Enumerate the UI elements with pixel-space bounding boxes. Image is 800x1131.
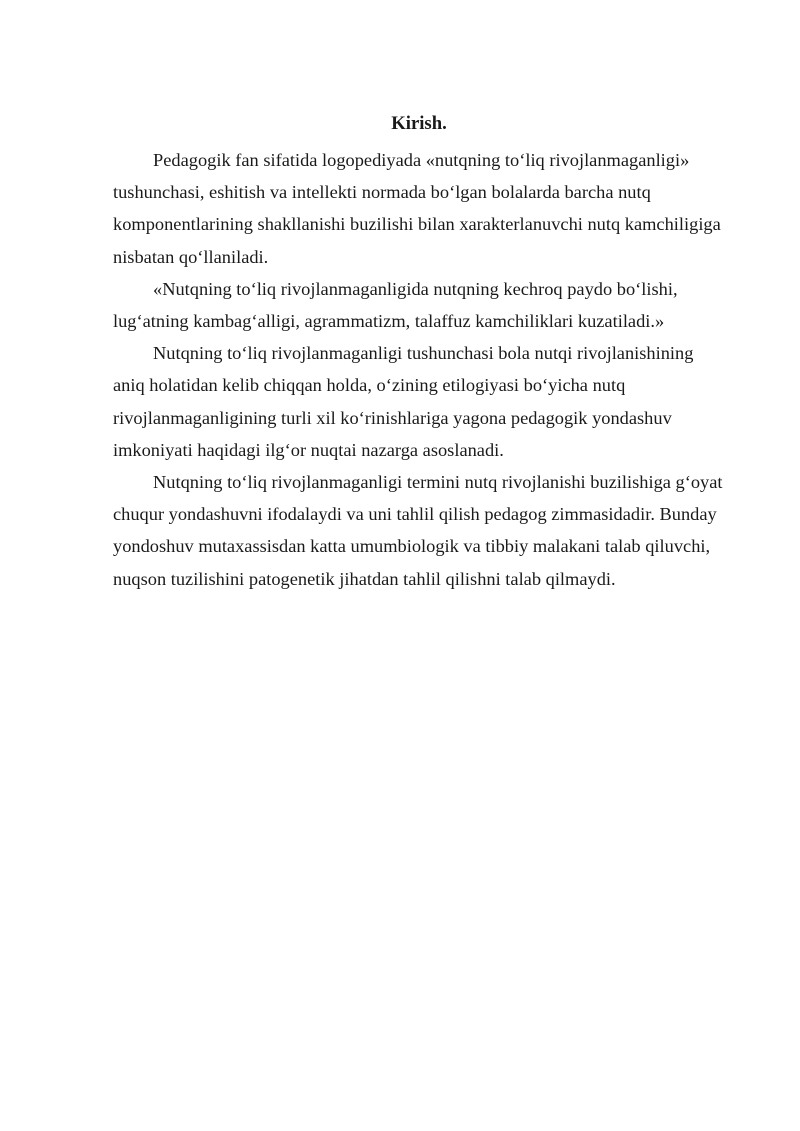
document-body: [113, 110, 725, 595]
paragraph-1: Pedagogik fan sifatida logopediyada «nutqning to‘liq rivojlanmaganligi» tushunchasi, eshitish va intellekti normada bo‘lgan bolalarda barcha nutq komponentlarining shakllanishi buzilishi bilan xarakterlanuvchi nutq kamchiligiga nisbatan qo‘llaniladi.: [113, 150, 721, 267]
paragraph-2: «Nutqning to‘liq rivojlanmaganligida nutqning kechroq paydo bo‘lishi, lug‘atning kambag‘alligi, agrammatizm, talaffuz kamchiliklari kuzatiladi.»: [113, 278, 678, 332]
document-title: Kirish.: [391, 113, 447, 134]
paragraph-3: Nutqning to‘liq rivojlanmaganligi tushunchasi bola nutqi rivojlanishining aniq holatidan kelib chiqqan holda, o‘zining etilogiyasi bo‘yicha nutq rivojlanmaganligining turli xil ko‘rinishlariga yagona pedagogik yondashuv imkoniyati haqidagi ilg‘or nuqtai nazarga asoslanadi.: [113, 343, 694, 460]
paragraph-4: Nutqning to‘liq rivojlanmaganligi termini nutq rivojlanishi buzilishiga g‘oyat chuqur yondashuvni ifodalaydi va uni tahlil qilish pedagog zimmasidadir. Bunday yondoshuv mutaxassisdan katta umumbiologik va tibbiy malakani talab qiluvchi, nuqson tuzilishini patogenetik jihatdan tahlil qilishni talab qilmaydi.: [113, 472, 723, 589]
